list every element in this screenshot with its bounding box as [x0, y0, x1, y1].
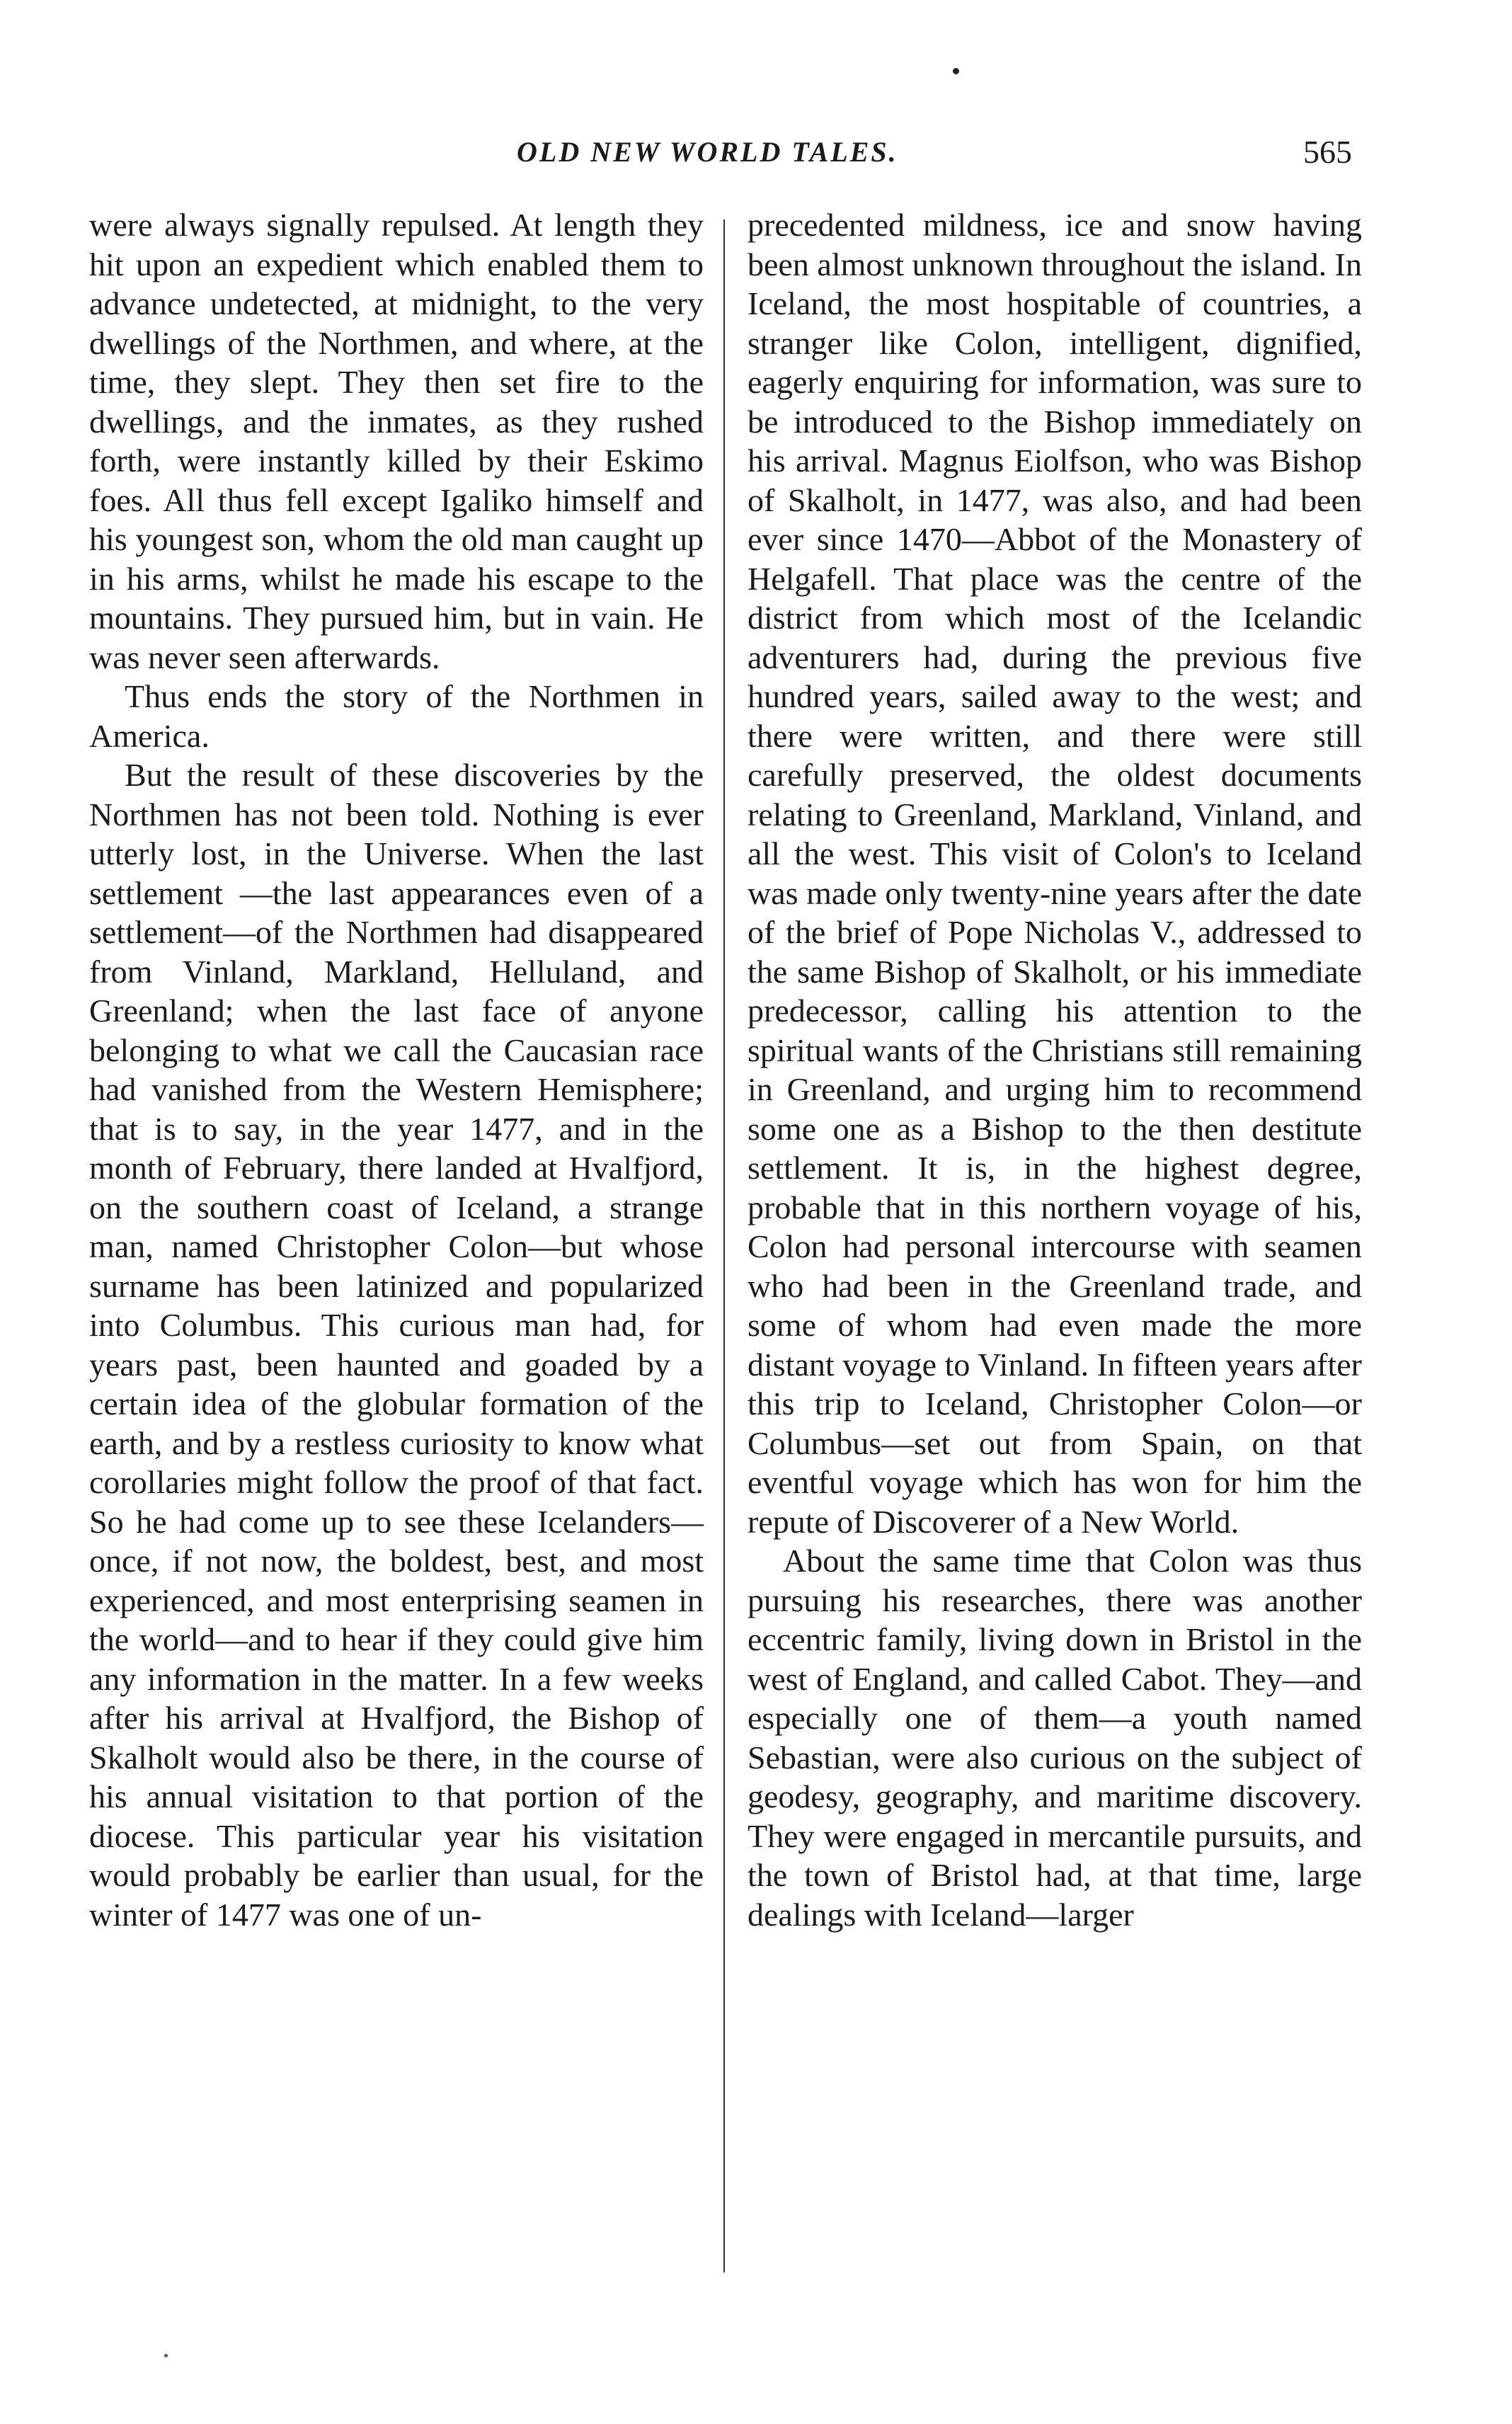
ink-speck: [953, 68, 959, 74]
column-divider: [723, 219, 725, 2272]
paragraph: were always signally repulsed. At length they hit upon an expedient which enabled them to advance undetected, at midnight, to the very dwellings of the Northmen, and where, at the time, they slept. They then set fire to the dwellings, and the inmates, as they rushed forth, were instantly killed by their Eskimo foes. All thus fell except Igaliko himself and his youngest son, whom the old man caught up in his arms, whilst he made his escape to the mountains. They pursued him, but in vain. He was never seen afterwards.: [89, 207, 704, 675]
right-column: [748, 205, 1362, 1934]
paragraph: Thus ends the story of the Northmen in America.: [89, 678, 704, 754]
left-column: [89, 205, 704, 1934]
paragraph: precedented mildness, ice and snow having been almost unknown throughout the island. In Iceland, the most hospitable of countries, a stranger like Colon, intelligent, dignified, eagerly enquiring for information, was sure to be introduced to the Bishop immediately on his arrival. Magnus Eiolfson, who was Bishop of Skalholt, in 1477, was also, and had been ever since 1470—Abbot of the Monastery of Helgafell. That place was the centre of the district from which most of the Icelandic adventurers had, during the previous five hundred years, sailed away to the west; and there were written, and there were still carefully preserved, the oldest documents relating to Greenland, Markland, Vinland, and all the west. This visit of Colon's to Iceland was made only twenty-nine years after the date of the brief of Pope Nicholas V., addressed to the same Bishop of Skalholt, or his immediate predecessor, calling his attention to the spiritual wants of the Christians still remaining in Greenland, and urging him to recommend some one as a Bishop to the then destitute settlement. It is, in the highest degree, probable that in this northern voyage of his, Colon had personal intercourse with seamen who had been in the Greenland trade, and some of whom had even made the more distant voyage to Vinland. In fifteen years after this trip to Iceland, Christopher Colon—or Columbus—set out from Spain, on that eventful voyage which has won for him the repute of Discoverer of a New World.: [748, 207, 1362, 1540]
paragraph: But the result of these discoveries by the Northmen has not been told. Nothing is ever utterly lost, in the Universe. When the last settlement —the last appearances even of a settlement—of the Northmen had disappeared from Vinland, Markland, Helluland, and Greenland; when the last face of anyone belonging to what we call the Caucasian race had vanished from the Western Hemisphere; that is to say, in the year 1477, and in the month of February, there landed at Hvalfjord, on the southern coast of Iceland, a strange man, named Christopher Colon—but whose surname has been latinized and popularized into Columbus. This curious man had, for years past, been haunted and goaded by a certain idea of the globular formation of the earth, and by a restless curiosity to know what corollaries might follow the proof of that fact. So he had come up to see these Icelanders—once, if not now, the boldest, best, and most experienced, and most enterprising seamen in the world—and to hear if they could give him any information in the matter. In a few weeks after his arrival at Hvalfjord, the Bishop of Skalholt would also be there, in the course of his annual visitation to that portion of the diocese. This particular year his visitation would probably be earlier than usual, for the winter of 1477 was one of un-: [89, 757, 704, 1933]
running-title: OLD NEW WORLD TALES.: [517, 136, 898, 168]
page-number: 565: [1303, 134, 1352, 170]
ink-speck: [164, 2354, 168, 2357]
page-header: [85, 135, 1359, 184]
paragraph: About the same time that Colon was thus pursuing his researches, there was another eccentric family, living down in Bristol in the west of England, and called Cabot. They—and especially one of them—a youth named Sebastian, were also curious on the subject of geodesy, geography, and maritime discovery. They were engaged in mercantile pursuits, and the town of Bristol had, at that time, large dealings with Iceland—larger: [748, 1543, 1362, 1933]
